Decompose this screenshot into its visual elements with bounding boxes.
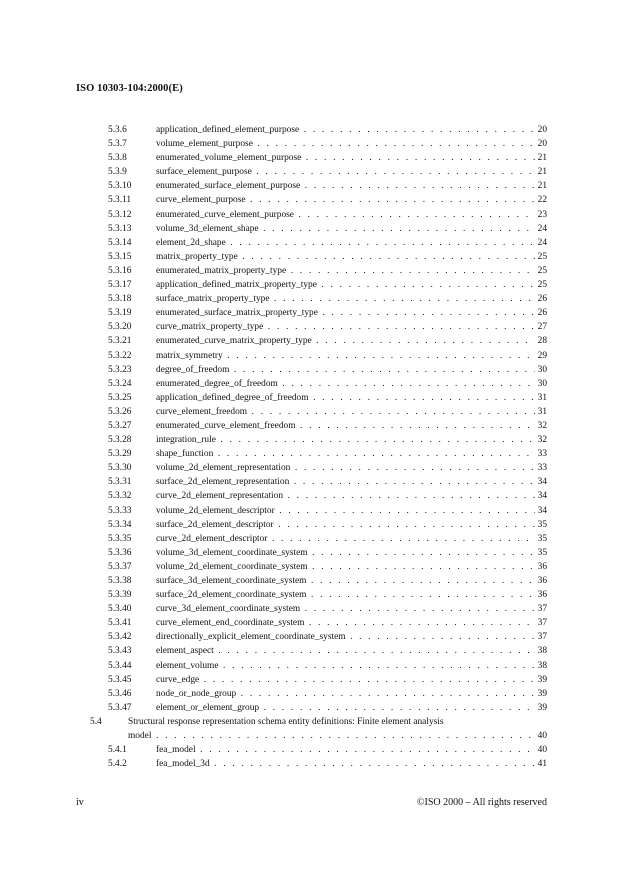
toc-entry-page: 21: [535, 179, 547, 193]
toc-entry-number: 5.3.46: [108, 688, 132, 699]
toc-entry[interactable]: [0, 574, 620, 588]
toc-entry[interactable]: [0, 165, 620, 179]
toc-entry-title: surface_2d_element_representation . . .: [156, 475, 547, 489]
toc-entry[interactable]: [0, 602, 620, 616]
toc-entry-number: 5.3.26: [108, 406, 132, 417]
toc-entry-page: 32: [535, 419, 547, 433]
toc-entry-number: 5.3.28: [108, 435, 132, 446]
toc-entry-title: surface_element_purpose . . .: [156, 165, 547, 179]
toc-entry-number: 5.3.37: [108, 561, 132, 572]
toc-entry-title: enumerated_volume_element_purpose . . .: [156, 151, 547, 165]
toc-entry-page: 28: [535, 334, 547, 348]
toc-entry[interactable]: [0, 222, 620, 236]
toc-entry[interactable]: [0, 504, 620, 518]
toc-entry-number: 5.3.15: [108, 251, 132, 262]
toc-entry-page: 24: [535, 236, 547, 250]
toc-entry-page: 37: [535, 616, 547, 630]
toc-entry-page: 21: [535, 165, 547, 179]
toc-entry-page: 31: [535, 391, 547, 405]
toc-entry-page: 26: [535, 306, 547, 320]
toc-entry[interactable]: [0, 447, 620, 461]
toc-entry-number: 5.3.14: [108, 237, 132, 248]
toc-section-title: Structural response representation schema entity definitions: Finite element analysis: [128, 716, 444, 727]
toc-entry-number: 5.3.11: [108, 195, 132, 206]
toc-entry-page: 37: [535, 602, 547, 616]
toc-entry-page: 30: [535, 377, 547, 391]
toc-entry-page: 29: [535, 349, 547, 363]
toc-entry-page: 25: [535, 264, 547, 278]
toc-entry-title: enumerated_matrix_property_type . . .: [156, 264, 547, 278]
toc-entry[interactable]: [0, 659, 620, 673]
toc-section-heading-continued[interactable]: [0, 729, 620, 743]
toc-entry-title: enumerated_surface_element_purpose . . .: [156, 179, 547, 193]
toc-entry-title: curve_element_end_coordinate_system . . .: [156, 616, 547, 630]
toc-entry[interactable]: [0, 264, 620, 278]
toc-entry-number: 5.3.22: [108, 350, 132, 361]
toc-entry[interactable]: [0, 208, 620, 222]
toc-entry-number: 5.3.24: [108, 378, 132, 389]
toc-entry[interactable]: [0, 518, 620, 532]
toc-entry-page: 22: [535, 193, 547, 207]
toc-entry-title: volume_element_purpose . . .: [156, 137, 547, 151]
toc-entry-title: node_or_node_group . . .: [156, 687, 547, 701]
toc-section-heading[interactable]: [0, 715, 620, 729]
toc-entry-number: 5.3.39: [108, 590, 132, 601]
toc-entry[interactable]: [0, 757, 620, 771]
toc-entry[interactable]: [0, 193, 620, 207]
toc-entry-number: 5.3.36: [108, 547, 132, 558]
toc-entry[interactable]: [0, 377, 620, 391]
toc-entry-title: directionally_explicit_element_coordinate_system . . .: [156, 630, 547, 644]
toc-entry-page: 20: [535, 123, 547, 137]
toc-entry-page: 25: [535, 278, 547, 292]
toc-entry-number: 5.3.45: [108, 674, 132, 685]
toc-entry-title: surface_3d_element_coordinate_system . . .: [156, 574, 547, 588]
toc-entry-title: volume_2d_element_coordinate_system . . .: [156, 560, 547, 574]
toc-entry-page: 33: [535, 461, 547, 475]
toc-entry[interactable]: [0, 405, 620, 419]
toc-entry-title: matrix_property_type . . .: [156, 250, 547, 264]
toc-entry-title: curve_2d_element_representation . . .: [156, 489, 547, 503]
toc-entry[interactable]: [0, 588, 620, 602]
toc-entry-number: 5.3.7: [108, 139, 127, 150]
toc-entry-number: 5.3.38: [108, 576, 132, 586]
toc-entry-title: matrix_symmetry . . .: [156, 349, 547, 363]
toc-entry-page: 38: [535, 659, 547, 673]
toc-entry[interactable]: [0, 278, 620, 292]
toc-entry[interactable]: [0, 419, 620, 433]
toc-entry[interactable]: [0, 532, 620, 546]
toc-entry-title: fea_model . . .: [156, 743, 547, 757]
toc-entry-title: curve_matrix_property_type . . .: [156, 320, 547, 334]
copyright-notice: ©ISO 2000 – All rights reserved: [416, 797, 547, 808]
toc-entry-title: curve_3d_element_coordinate_system . . .: [156, 602, 547, 616]
toc-entry[interactable]: [0, 630, 620, 644]
toc-entry-page: 35: [535, 532, 547, 546]
toc-entry[interactable]: [0, 701, 620, 715]
toc-entry[interactable]: [0, 433, 620, 447]
toc-entry-page: 30: [535, 363, 547, 377]
toc-entry-page: 39: [535, 701, 547, 715]
toc-entry[interactable]: [0, 292, 620, 306]
toc-entry-page: 35: [535, 546, 547, 560]
toc-entry[interactable]: [0, 363, 620, 377]
toc-entry-title: enumerated_curve_matrix_property_type . . .: [156, 334, 547, 348]
toc-entry-title: application_defined_degree_of_freedom . . .: [156, 391, 547, 405]
toc-entry-number: 5.3.30: [108, 463, 132, 474]
toc-entry-title: element_aspect . . .: [156, 644, 547, 658]
toc-entry-title: curve_element_freedom . . .: [156, 405, 547, 419]
toc-entry[interactable]: [0, 137, 620, 151]
toc-section-number: 5.4: [90, 716, 102, 727]
toc-section-page: 40: [535, 729, 547, 743]
toc-entry[interactable]: [0, 560, 620, 574]
toc-entry-title: enumerated_surface_matrix_property_type . . .: [156, 306, 547, 320]
toc-entry-number: 5.3.10: [108, 181, 132, 192]
toc-entry-title: surface_2d_element_coordinate_system . . .: [156, 588, 547, 602]
toc-entry-title: element_or_element_group . . .: [156, 701, 547, 715]
toc-entry-number: 5.3.47: [108, 702, 132, 713]
toc-entry-page: 26: [535, 292, 547, 306]
toc-entry-number: 5.3.40: [108, 604, 132, 615]
toc-entry[interactable]: [0, 644, 620, 658]
toc-entry-page: 25: [535, 250, 547, 264]
toc-entry[interactable]: [0, 151, 620, 165]
toc-entry[interactable]: [0, 179, 620, 193]
toc-entry-title: integration_rule . . .: [156, 433, 547, 447]
toc-entry[interactable]: [0, 320, 620, 334]
toc-entry-number: 5.4.2: [108, 759, 127, 770]
toc-entry-number: 5.3.20: [108, 322, 132, 333]
toc-entry[interactable]: [0, 687, 620, 701]
toc-entry-number: 5.3.43: [108, 646, 132, 657]
toc-entry-number: 5.3.33: [108, 505, 132, 516]
toc-entry-page: 39: [535, 673, 547, 687]
toc-entry[interactable]: [0, 546, 620, 560]
toc-entry-number: 5.3.12: [108, 209, 132, 220]
toc-entry-number: 5.3.31: [108, 477, 132, 488]
toc-entry-title: shape_function . . .: [156, 447, 547, 461]
toc-entry[interactable]: [0, 391, 620, 405]
toc-entry[interactable]: [0, 306, 620, 320]
toc-entry[interactable]: [0, 489, 620, 503]
toc-entry-number: 5.3.17: [108, 280, 132, 291]
toc-entry-number: 5.3.29: [108, 449, 132, 460]
toc-entry-page: 37: [535, 630, 547, 644]
toc-entry[interactable]: [0, 123, 620, 137]
toc-entry-number: 5.3.21: [108, 336, 132, 347]
toc-entry[interactable]: [0, 461, 620, 475]
toc-entry-number: 5.3.23: [108, 364, 132, 375]
toc-entry-page: 36: [535, 560, 547, 574]
toc-entry-title: enumerated_curve_element_purpose . . .: [156, 208, 547, 222]
toc-entry-title: volume_2d_element_representation . . .: [156, 461, 547, 475]
toc-entry-title: element_2d_shape . . .: [156, 236, 547, 250]
toc-entry-number: 5.3.42: [108, 632, 132, 643]
table-of-contents: [0, 123, 620, 771]
toc-entry-number: 5.4.1: [108, 745, 127, 756]
toc-entry-title: application_defined_matrix_property_type . . .: [156, 278, 547, 292]
toc-entry[interactable]: [0, 743, 620, 757]
toc-entry-page: 34: [535, 475, 547, 489]
toc-entry[interactable]: [0, 334, 620, 348]
toc-entry-number: 5.3.44: [108, 660, 132, 671]
toc-entry-number: 5.3.16: [108, 265, 132, 276]
toc-entry-number: 5.3.32: [108, 491, 132, 502]
toc-section-title-continued: model . . .: [128, 729, 547, 743]
toc-entry-number: 5.3.25: [108, 392, 132, 403]
toc-entry-number: 5.3.13: [108, 223, 132, 234]
toc-entry-title: application_defined_element_purpose . . .: [156, 123, 547, 137]
toc-entry-page: 31: [535, 405, 547, 419]
toc-entry-page: 27: [535, 320, 547, 334]
toc-entry-page: 34: [535, 504, 547, 518]
toc-entry[interactable]: [0, 236, 620, 250]
toc-entry-page: 24: [535, 222, 547, 236]
toc-entry-page: 39: [535, 687, 547, 701]
toc-entry-page: 36: [535, 574, 547, 588]
page-number: iv: [76, 797, 84, 808]
toc-entry-title: fea_model_3d . . .: [156, 757, 547, 771]
toc-entry-page: 32: [535, 433, 547, 447]
toc-entry[interactable]: [0, 616, 620, 630]
toc-entry-title: surface_2d_element_descriptor . . .: [156, 518, 547, 532]
toc-entry-title: enumerated_degree_of_freedom . . .: [156, 377, 547, 391]
toc-entry-number: 5.3.6: [108, 125, 127, 135]
toc-entry-page: 35: [535, 518, 547, 532]
toc-entry-title: curve_element_purpose . . .: [156, 193, 547, 207]
toc-entry-page: 36: [535, 588, 547, 602]
toc-entry-title: volume_3d_element_coordinate_system . . .: [156, 546, 547, 560]
toc-entry-title: volume_2d_element_descriptor . . .: [156, 504, 547, 518]
toc-entry-number: 5.3.34: [108, 519, 132, 530]
toc-entry-page: 21: [535, 151, 547, 165]
toc-entry-title: curve_edge . . .: [156, 673, 547, 687]
toc-entry[interactable]: [0, 673, 620, 687]
toc-entry-number: 5.3.19: [108, 308, 132, 319]
toc-entry-title: degree_of_freedom . . .: [156, 363, 547, 377]
toc-entry-title: curve_2d_element_descriptor . . .: [156, 532, 547, 546]
toc-entry-page: 38: [535, 644, 547, 658]
page-header: ISO 10303-104:2000(E): [76, 83, 183, 94]
toc-entry[interactable]: [0, 349, 620, 363]
toc-entry-page: 40: [535, 743, 547, 757]
toc-entry-number: 5.3.9: [108, 167, 127, 178]
toc-entry[interactable]: [0, 250, 620, 264]
toc-entry-number: 5.3.35: [108, 533, 132, 544]
toc-entry-number: 5.3.27: [108, 420, 132, 431]
toc-entry-page: 34: [535, 489, 547, 503]
toc-entry-number: 5.3.41: [108, 618, 132, 629]
toc-entry-title: volume_3d_element_shape . . .: [156, 222, 547, 236]
toc-entry-title: element_volume . . .: [156, 659, 547, 673]
toc-entry-number: 5.3.18: [108, 294, 132, 305]
toc-entry[interactable]: [0, 475, 620, 489]
toc-entry-number: 5.3.8: [108, 153, 127, 164]
toc-entry-page: 23: [535, 208, 547, 222]
toc-entry-title: surface_matrix_property_type . . .: [156, 292, 547, 306]
toc-entry-page: 33: [535, 447, 547, 461]
toc-entry-page: 41: [535, 757, 547, 771]
toc-entry-title: enumerated_curve_element_freedom . . .: [156, 419, 547, 433]
toc-entry-page: 20: [535, 137, 547, 151]
